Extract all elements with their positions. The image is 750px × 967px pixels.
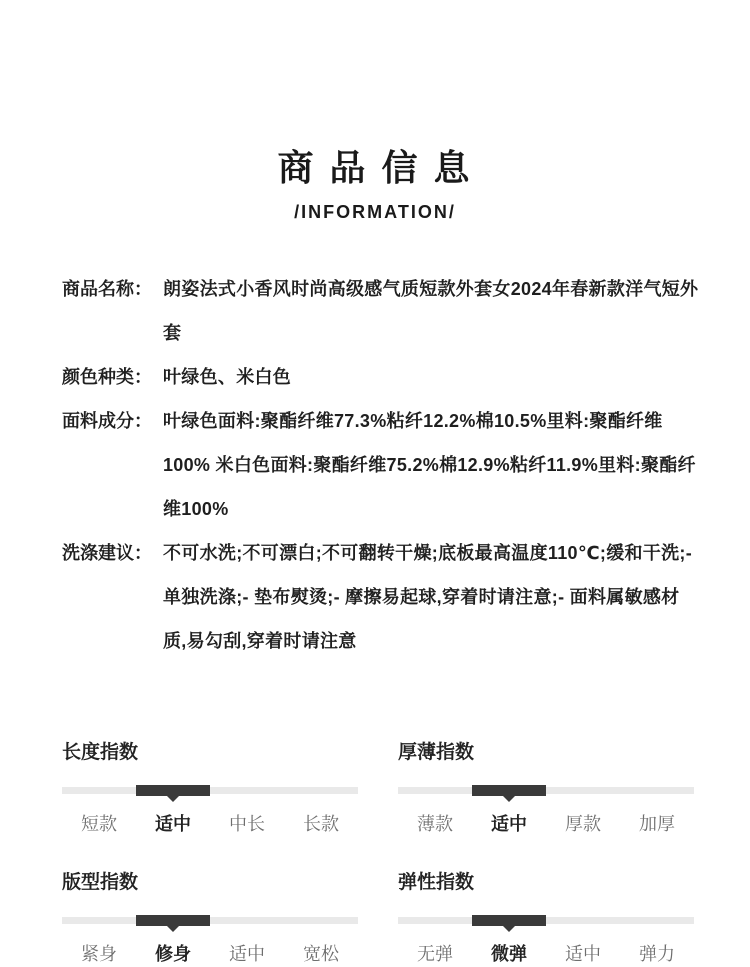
option-label: 短款 <box>81 814 117 834</box>
info-value: 朗姿法式小香风时尚高级感气质短款外套女2024年春新款洋气短外套 <box>163 279 699 343</box>
thickness-slider <box>398 785 694 795</box>
fit-slider <box>62 915 358 925</box>
page-title: 商 品 信 息 <box>277 147 473 188</box>
option-row <box>398 941 694 967</box>
index-card-thickness <box>398 741 694 837</box>
info-value: 叶绿色面料:聚酯纤维77.3%粘纤12.2%棉10.5%里料:聚酯纤维100% 米白色面料:聚酯纤维75.2%棉12.9%粘纤11.9%里料:聚酯纤维100% <box>163 411 696 519</box>
info-label: 颜色种类： <box>62 367 152 387</box>
index-card-title: 版型指数 <box>62 872 139 893</box>
slider-pointer-icon <box>502 925 516 932</box>
info-row-fabric <box>62 399 702 531</box>
option-label: 薄款 <box>417 814 453 834</box>
index-card-title: 长度指数 <box>62 742 139 763</box>
option-label: 弹力 <box>639 944 675 964</box>
info-label: 洗涤建议： <box>62 543 152 563</box>
info-label: 商品名称： <box>62 279 152 299</box>
info-value: 叶绿色、米白色 <box>163 367 292 387</box>
index-grid <box>0 741 750 967</box>
option-label: 适中 <box>155 814 191 834</box>
option-label: 厚款 <box>565 814 601 834</box>
slider-pointer-icon <box>502 795 516 802</box>
index-card-length <box>62 741 358 837</box>
option-label: 修身 <box>155 944 191 964</box>
info-label: 面料成分： <box>62 411 152 431</box>
option-label: 紧身 <box>81 944 117 964</box>
elasticity-slider <box>398 915 694 925</box>
slider-track <box>398 917 694 924</box>
index-card-fit <box>62 871 358 967</box>
option-label: 适中 <box>229 944 265 964</box>
info-row-washing <box>62 531 702 663</box>
option-row <box>398 811 694 837</box>
index-card-elasticity <box>398 871 694 967</box>
option-label: 微弹 <box>491 944 527 964</box>
info-value: 不可水洗;不可漂白;不可翻转干燥;底板最高温度110℃;缓和干洗;- 单独洗涤;- 垫布熨烫;- 摩擦易起球,穿着时请注意;- 面料属敏感材质,易勾刮,穿着时请注意 <box>163 543 692 651</box>
option-label: 宽松 <box>303 944 339 964</box>
index-card-title: 弹性指数 <box>398 872 475 893</box>
page-subtitle: /INFORMATION/ <box>294 202 456 222</box>
slider-track <box>398 787 694 794</box>
option-label: 无弹 <box>417 944 453 964</box>
slider-pointer-icon <box>166 925 180 932</box>
slider-track <box>62 787 358 794</box>
info-row-colors <box>62 355 702 399</box>
length-slider <box>62 785 358 795</box>
option-label: 长款 <box>303 814 339 834</box>
info-row-product-name <box>62 267 702 355</box>
product-info-section <box>0 267 750 663</box>
slider-pointer-icon <box>166 795 180 802</box>
slider-track <box>62 917 358 924</box>
page-header <box>0 0 750 223</box>
index-card-title: 厚薄指数 <box>398 742 475 763</box>
option-row <box>62 941 358 967</box>
option-label: 适中 <box>491 814 527 834</box>
option-row <box>62 811 358 837</box>
option-label: 加厚 <box>639 814 675 834</box>
option-label: 中长 <box>229 814 265 834</box>
option-label: 适中 <box>565 944 601 964</box>
